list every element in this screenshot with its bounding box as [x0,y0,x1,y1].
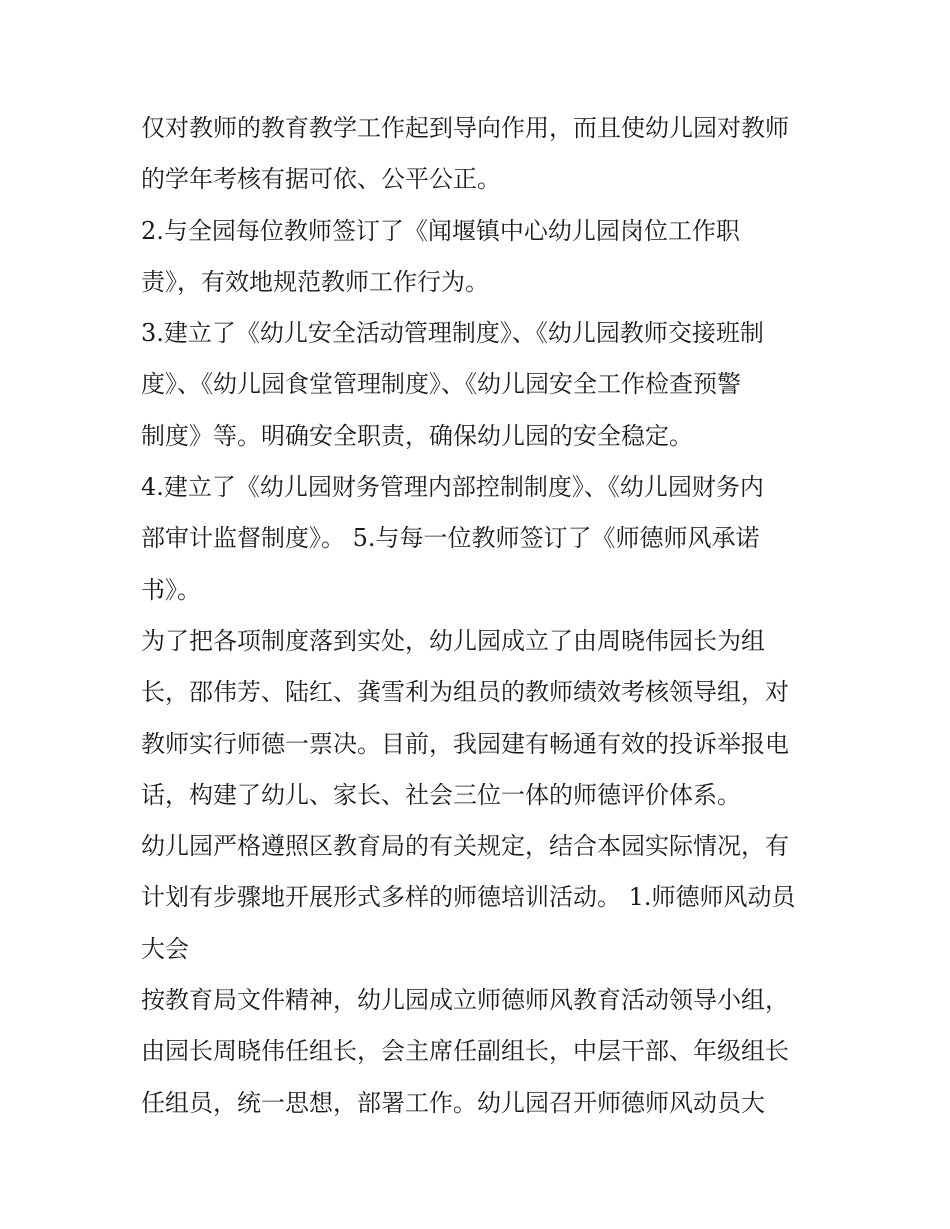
text-line: 由园长周晓伟任组长，会主席任副组长，中层干部、年级组长 [141,1037,789,1066]
text-line: 责》，有效地规范教师工作行为。 [141,267,489,296]
text-line: 大会 [141,934,189,963]
text-line: 部审计监督制度》。 5.与每一位教师签订了《师德师风承诺 [141,524,760,553]
text-line: 话，构建了幼儿、家长、社会三位一体的师德评价体系。 [141,780,741,809]
text-line: 幼儿园严格遵照区教育局的有关规定，结合本园实际情况，有 [141,832,789,861]
text-line: 计划有步骤地开展形式多样的师德培训活动。 1.师德师风动员 [141,883,796,912]
text-line: 的学年考核有据可依、公平公正。 [141,165,501,194]
text-line: 仅对教师的教育教学工作起到导向作用，而且使幼儿园对教师 [141,114,789,142]
text-line: 度》、《幼儿园食堂管理制度》、《幼儿园安全工作检查预警 [141,370,741,399]
text-line: 按教育局文件精神，幼儿园成立师德师风教育活动领导小组， [141,986,789,1015]
text-line: 制度》等。明确安全职责，确保幼儿园的安全稳定。 [141,421,693,450]
text-line: 4.建立了《幼儿园财务管理内部控制制度》、《幼儿园财务内 [141,473,764,502]
document-body [141,103,831,1129]
text-line: 2.与全园每位教师签订了《闻堰镇中心幼儿园岗位工作职 [141,216,740,245]
text-line: 长，邵伟芳、陆红、龚雪利为组员的教师绩效考核领导组，对 [141,678,789,707]
text-line: 为了把各项制度落到实处，幼儿园成立了由周晓伟园长为组 [141,626,765,655]
text-line: 3.建立了《幼儿安全活动管理制度》、《幼儿园教师交接班制 [141,319,764,348]
text-line: 书》。 [141,575,201,604]
text-line: 任组员，统一思想，部署工作。幼儿园召开师德师风动员大 [141,1088,765,1117]
text-line: 教师实行师德一票决。目前，我园建有畅通有效的投诉举报电 [141,729,789,758]
